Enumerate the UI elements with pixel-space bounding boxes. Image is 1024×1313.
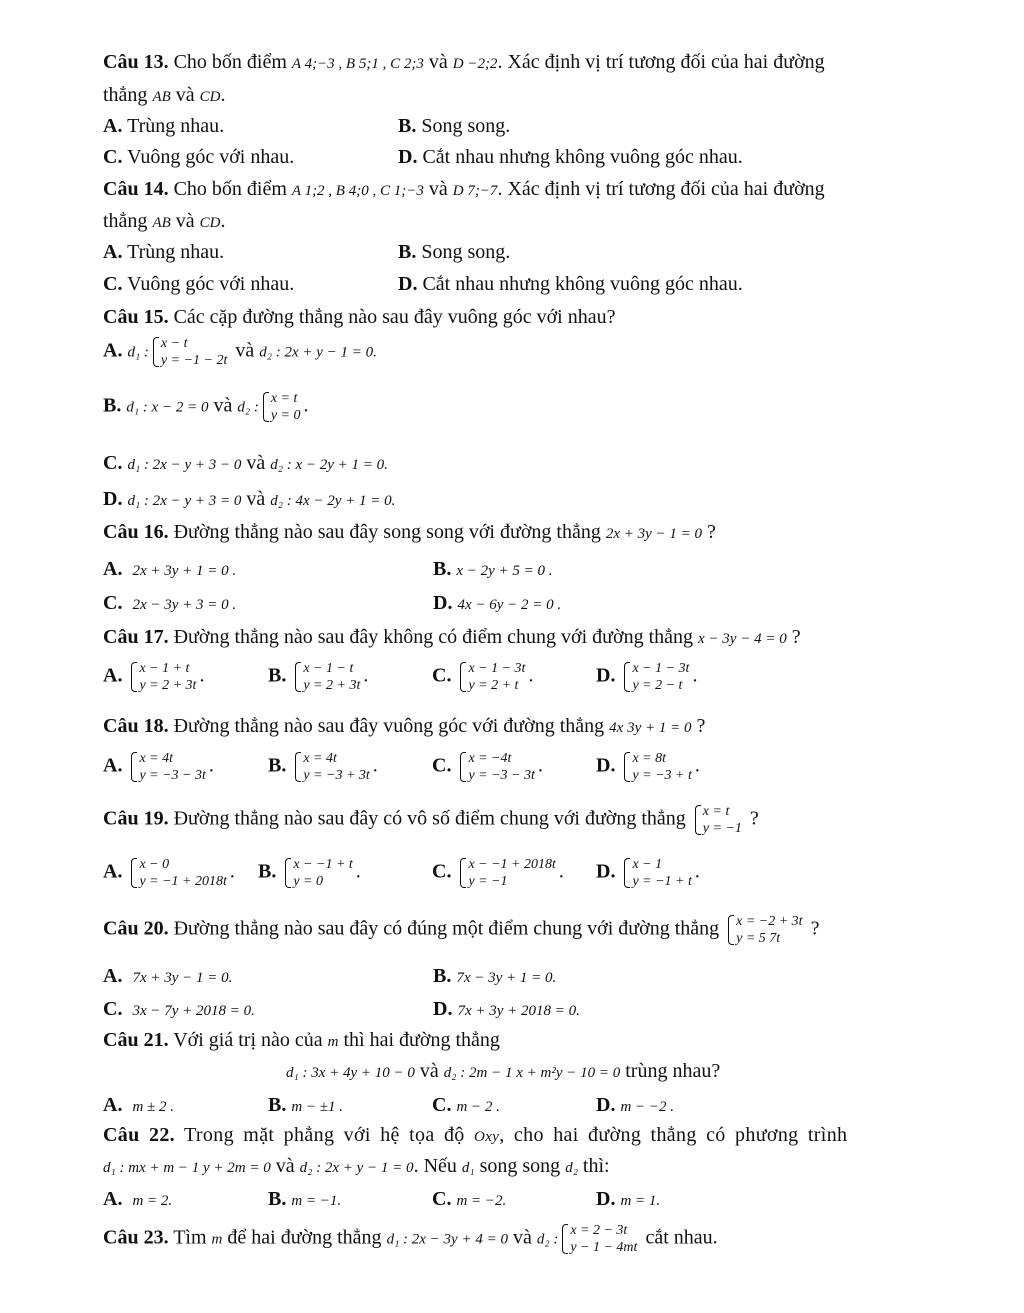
q13-a-t-text: Trùng nhau. (122, 115, 225, 137)
q21-equations (286, 1059, 720, 1085)
q19-option-c[interactable] (432, 856, 564, 890)
q14-d-text: D 7;−7 (452, 183, 498, 199)
q21-b-text: B. (268, 1094, 287, 1116)
q23-and-text: và (507, 1226, 537, 1249)
q15-d-d1-text: d₁ : 2x − y + 3 = 0 (127, 493, 242, 509)
q19-d1-text: x − 1 (632, 857, 663, 872)
q16-option-c[interactable] (103, 591, 236, 617)
q23-s2-text: y − 1 − 4mt (570, 1240, 638, 1255)
q15-b-end-text: . (303, 394, 309, 417)
q17-dot-text: . (692, 664, 698, 687)
q21-option-a[interactable] (103, 1093, 174, 1119)
q14-a-t-text: Trùng nhau. (122, 241, 225, 263)
q16-b-e-text: x − 2y + 5 = 0 . (456, 563, 553, 579)
q17-d2-text: y = 2 − t (632, 678, 683, 693)
q18-dot-text: . (372, 754, 378, 777)
q19-text-text: Đường thẳng nào sau đây có vô số điểm chung với đường thẳng (168, 807, 691, 830)
q18-option-b[interactable] (268, 750, 378, 784)
q20-stem (103, 913, 819, 947)
q21-option-c[interactable] (432, 1093, 500, 1119)
q20-d-e-text: 7x + 3y + 2018 = 0. (457, 1003, 580, 1019)
q22-a-text: A. (103, 1188, 123, 1210)
q15-c-d2-text: d₂ : x − 2y + 1 = 0. (270, 457, 388, 473)
q15-d-and-text: và (241, 488, 271, 510)
q19-q-text: ? (744, 807, 759, 830)
q17-b2-text: y = 2 + 3t (303, 678, 361, 693)
q18-stem (103, 714, 705, 740)
q15-c-and-text: và (241, 452, 271, 474)
q21-option-b[interactable] (268, 1093, 343, 1119)
q17-stem (103, 625, 801, 651)
q22-t3-text: . Nếu (413, 1155, 462, 1177)
q20-a-e-text: 7x + 3y − 1 = 0. (132, 970, 233, 986)
q18-label: Câu 18. (103, 715, 169, 737)
q22-c-text: C. (432, 1188, 452, 1210)
q23-m-text: m (211, 1231, 223, 1248)
equation-system (623, 750, 691, 784)
q21-d-text: D. (596, 1094, 616, 1116)
q15-a-s2-text: y = −1 − 2t (160, 353, 228, 368)
q13-c-t-text: Vuông góc với nhau. (122, 146, 295, 168)
q19-option-a[interactable] (103, 856, 235, 890)
q19-a2-text: y = −1 + 2018t (139, 874, 227, 889)
q16-stem (103, 520, 716, 546)
q21-stem (103, 1028, 500, 1054)
q14-d-t-text: Cắt nhau nhưng không vuông góc nhau. (417, 273, 743, 295)
q14-a-text: A. (103, 241, 123, 263)
q17-option-b[interactable] (268, 660, 368, 694)
q15-option-a[interactable] (103, 335, 377, 369)
q22-d-e-text: m = 1. (620, 1193, 661, 1209)
q13-option-b[interactable] (398, 114, 510, 138)
q21-a-e-text: m ± 2 . (132, 1099, 175, 1115)
q13-and2-text: và (170, 84, 200, 106)
q18-c2-text: y = −3 − 3t (468, 768, 535, 783)
q13-d-text: D. (398, 146, 418, 168)
q14-label: Câu 14. (103, 178, 169, 200)
q18-dot-text: . (694, 754, 700, 777)
q18-d-text: D. (596, 754, 616, 777)
q16-c-text: C. (103, 592, 123, 614)
q13-stem-line2 (103, 83, 226, 109)
q23-label: Câu 23. (103, 1226, 169, 1249)
q17-d-text: D. (596, 664, 616, 687)
q23-end-text: cắt nhau. (640, 1226, 718, 1249)
q23-s1-text: x = 2 − 3t (570, 1223, 628, 1238)
q22-option-b[interactable] (268, 1187, 341, 1213)
q19-a1-text: x − 0 (139, 857, 170, 872)
q15-a-text: A. (103, 339, 123, 362)
q18-a2-text: y = −3 − 3t (139, 768, 206, 783)
q16-option-d[interactable] (433, 591, 561, 617)
q15-b-d2-text: d₂ : (237, 399, 259, 416)
equation-system (561, 1222, 637, 1256)
q20-option-b[interactable] (433, 964, 556, 990)
q15-option-d[interactable] (103, 487, 395, 513)
q17-b-text: B. (268, 664, 287, 687)
q13-option-d[interactable] (398, 145, 743, 169)
q19-stem (103, 803, 759, 837)
q22-label: Câu 22. (103, 1124, 176, 1146)
q14-stem-line2 (103, 209, 226, 235)
q14-text2-text: . Xác định vị trí tương đối của hai đường (497, 178, 825, 200)
q15-a-and-text: và (230, 339, 260, 362)
equation-system (294, 750, 369, 784)
q16-d-e-text: 4x − 6y − 2 = 0 . (457, 597, 562, 613)
q19-c1-text: x − −1 + 2018t (468, 857, 556, 872)
q21-text-text: Với giá trị nào của (168, 1029, 328, 1051)
q17-option-a[interactable] (103, 660, 204, 694)
q22-stem (103, 1123, 847, 1149)
q14-option-c[interactable] (103, 272, 294, 296)
q18-c1-text: x = −4t (468, 751, 512, 766)
q20-option-a[interactable] (103, 964, 232, 990)
q17-dot-text: . (199, 664, 205, 687)
q17-dot-text: . (363, 664, 369, 687)
q22-d-text: D. (596, 1188, 616, 1210)
q15-option-c[interactable] (103, 451, 388, 477)
q21-end-text: trùng nhau? (620, 1060, 721, 1082)
q21-m-text: m (327, 1034, 339, 1050)
q19-d-text: D. (596, 860, 616, 883)
q22-c-e-text: m = −2. (456, 1193, 507, 1209)
q16-option-a[interactable] (103, 557, 236, 583)
q17-label: Câu 17. (103, 626, 169, 648)
q14-option-a[interactable] (103, 240, 224, 264)
q22-b-e-text: m = −1. (291, 1193, 342, 1209)
q18-dot-text: . (208, 754, 214, 777)
q17-a2-text: y = 2 + 3t (139, 678, 197, 693)
q14-stem (103, 177, 825, 203)
equation-system (623, 856, 691, 890)
q14-cd-text: CD (199, 215, 221, 231)
q20-text-text: Đường thẳng nào sau đây có đúng một điểm chung với đường thẳng (168, 917, 725, 940)
q20-s2-text: y = 5 7t (736, 931, 781, 946)
q17-b1-text: x − 1 − t (303, 661, 354, 676)
q15-label: Câu 15. (103, 306, 169, 328)
q18-dot-text: . (537, 754, 543, 777)
q14-b-text: B. (398, 241, 417, 263)
q21-d-e-text: m − −2 . (620, 1099, 675, 1115)
q14-option-b[interactable] (398, 240, 510, 264)
q14-pts-text: A 1;2 , B 4;0 , C 1;−3 (291, 183, 424, 199)
q15-b-text: B. (103, 394, 122, 417)
q19-a-text: A. (103, 860, 123, 883)
q15-d-text: D. (103, 488, 123, 510)
q18-d2-text: y = −3 + t (632, 768, 692, 783)
equation-system (294, 660, 360, 694)
q14-c-text: C. (103, 273, 123, 295)
q22-t4-text: song song (474, 1155, 566, 1177)
q15-a-system (152, 335, 227, 369)
q23-stem (103, 1222, 718, 1256)
equation-system (727, 913, 802, 947)
q18-eq-text: 4x 3y + 1 = 0 (609, 720, 692, 736)
q20-b-e-text: 7x − 3y + 1 = 0. (456, 970, 557, 986)
q21-d1-text: d₁ : 3x + 4y + 10 − 0 (286, 1065, 415, 1081)
q15-a-s1-text: x − t (160, 336, 188, 351)
q20-b-text: B. (433, 965, 452, 987)
q18-text-text: Đường thẳng nào sau đây vuông góc với đường thẳng (168, 715, 610, 737)
q19-d2-text: y = −1 + t (632, 874, 692, 889)
q18-a1-text: x = 4t (139, 751, 174, 766)
equation-system (130, 856, 226, 890)
q19-dot-text: . (229, 860, 235, 883)
q17-q-text: ? (786, 626, 801, 648)
q15-option-b[interactable] (103, 390, 309, 424)
q19-dot-text: . (694, 860, 700, 883)
q21-d2-text: d₂ : 2m − 1 x + m²y − 10 = 0 (443, 1065, 621, 1081)
q21-option-d[interactable] (596, 1093, 674, 1119)
q19-c2-text: y = −1 (468, 874, 508, 889)
q21-and-text: và (414, 1060, 444, 1082)
q13-and-text: và (423, 51, 453, 73)
q13-label: Câu 13. (103, 51, 169, 73)
q15-b-s2-text: y = 0 (270, 408, 301, 423)
q13-c-text: C. (103, 146, 123, 168)
q13-stem (103, 50, 825, 76)
q13-d-t-text: Cắt nhau nhưng không vuông góc nhau. (417, 146, 743, 168)
q21-text2-text: thì hai đường thẳng (338, 1029, 500, 1051)
q15-b-system (262, 390, 301, 424)
q19-b1-text: x − −1 + t (293, 857, 353, 872)
q17-c1-text: x − 1 − 3t (468, 661, 526, 676)
q22-text-text: Trong mặt phẳng với hệ tọa độ (175, 1124, 475, 1146)
q18-b2-text: y = −3 + 3t (303, 768, 370, 783)
q13-option-c[interactable] (103, 145, 294, 169)
q13-line2a-text: thẳng (103, 84, 153, 106)
q14-text1-text: Cho bốn điểm (168, 178, 292, 200)
q15-a-d2-text: d₂ : 2x + y − 1 = 0. (259, 344, 377, 361)
q22-and-text: và (270, 1155, 300, 1177)
q15-a-d1-text: d₁ : (127, 344, 149, 361)
q22-d1-text: d₁ : mx + m − 1 y + 2m = 0 (103, 1160, 271, 1176)
q17-option-c[interactable] (432, 660, 533, 694)
q15-b-s1-text: x = t (270, 391, 298, 406)
q17-eq-text: x − 3y − 4 = 0 (698, 631, 787, 647)
q14-option-d[interactable] (398, 272, 743, 296)
q19-b2-text: y = 0 (293, 874, 324, 889)
q22-d2-text: d₂ : 2x + y − 1 = 0 (299, 1160, 414, 1176)
q17-a1-text: x − 1 + t (139, 661, 190, 676)
q17-d1-text: x − 1 − 3t (632, 661, 690, 676)
q19-s2-text: y = −1 (702, 821, 742, 836)
q19-dot-text: . (558, 860, 564, 883)
q15-c-d1-text: d₁ : 2x − y + 3 − 0 (127, 457, 242, 473)
q21-a-text: A. (103, 1094, 123, 1116)
q22-b-text: B. (268, 1188, 287, 1210)
q13-a-text: A. (103, 115, 123, 137)
q16-label: Câu 16. (103, 521, 169, 543)
q13-b-text: B. (398, 115, 417, 137)
q21-b-e-text: m − ±1 . (291, 1099, 344, 1115)
q23-text-text: Tìm (168, 1226, 212, 1249)
q16-a-e-text: 2x + 3y + 1 = 0 . (132, 563, 237, 579)
q21-c-text: C. (432, 1094, 452, 1116)
q20-c-e-text: 3x − 7y + 2018 = 0. (132, 1003, 255, 1019)
q20-a-text: A. (103, 965, 123, 987)
q20-d-text: D. (433, 998, 453, 1020)
equation-system (130, 750, 205, 784)
equation-system (459, 750, 534, 784)
q16-b-text: B. (433, 558, 452, 580)
q21-label: Câu 21. (103, 1029, 169, 1051)
q14-and2-text: và (170, 210, 200, 232)
q22-dd2-text: d₂ (565, 1160, 578, 1176)
q18-b-text: B. (268, 754, 287, 777)
q19-label: Câu 19. (103, 807, 169, 830)
q19-option-b[interactable] (258, 856, 361, 890)
q15-b-and-text: và (208, 394, 238, 417)
q13-cd-text: CD (199, 89, 221, 105)
q23-d1-text: d₁ : 2x − 3y + 4 = 0 (386, 1231, 508, 1248)
q17-dot-text: . (528, 664, 534, 687)
q13-text2-text: . Xác định vị trí tương đối của hai đường (497, 51, 825, 73)
q14-and-text: và (423, 178, 453, 200)
q22-a-e-text: m = 2. (132, 1193, 173, 1209)
q15-text-text: Các cặp đường thẳng nào sau đây vuông góc với nhau? (168, 306, 616, 328)
q20-option-d[interactable] (433, 997, 580, 1023)
q19-option-d[interactable] (596, 856, 700, 890)
q15-d-d2-text: d₂ : 4x − 2y + 1 = 0. (270, 493, 396, 509)
q13-text1-text: Cho bốn điểm (168, 51, 292, 73)
q18-b1-text: x = 4t (303, 751, 337, 766)
q22-oxy-text: Oxy (474, 1129, 500, 1145)
q20-s1-text: x = −2 + 3t (736, 914, 803, 929)
q19-s1-text: x = t (702, 804, 730, 819)
q14-ab-text: AB (152, 215, 171, 231)
q16-q-text: ? (702, 521, 716, 543)
q14-c-t-text: Vuông góc với nhau. (122, 273, 295, 295)
q13-option-a[interactable] (103, 114, 224, 138)
q18-option-d[interactable] (596, 750, 700, 784)
q18-option-a[interactable] (103, 750, 214, 784)
q13-ab-text: AB (152, 89, 171, 105)
q19-b-text: B. (258, 860, 277, 883)
equation-system (623, 660, 689, 694)
q17-c-text: C. (432, 664, 452, 687)
q18-d1-text: x = 8t (632, 751, 667, 766)
q14-dot-text: . (220, 210, 226, 232)
q13-b-t-text: Song song. (416, 115, 511, 137)
q20-label: Câu 20. (103, 917, 169, 940)
q22-option-a[interactable] (103, 1187, 172, 1213)
equation-system (459, 856, 555, 890)
q22-stem-line2 (103, 1154, 610, 1180)
q16-a-text: A. (103, 558, 123, 580)
q15-b-d1-text: d₁ : x − 2 = 0 (126, 399, 209, 416)
q22-option-d[interactable] (596, 1187, 660, 1213)
q22-dd1-text: d₁ (461, 1160, 475, 1176)
equation-system (130, 660, 196, 694)
q14-line2a-text: thẳng (103, 210, 153, 232)
q13-d-text: D −2;2 (452, 56, 498, 72)
q21-c-e-text: m − 2 . (456, 1099, 500, 1115)
q14-d-text: D. (398, 273, 418, 295)
equation-system (459, 660, 525, 694)
q22-option-c[interactable] (432, 1187, 506, 1213)
q16-text-text: Đường thẳng nào sau đây song song với đường thẳng (168, 521, 606, 543)
q13-pts-text: A 4;−3 , B 5;1 , C 2;3 (291, 56, 424, 72)
q16-c-e-text: 2x − 3y + 3 = 0 . (132, 597, 237, 613)
q17-a-text: A. (103, 664, 123, 687)
q23-d2-text: d₂ : (536, 1231, 559, 1248)
q17-option-d[interactable] (596, 660, 697, 694)
q16-d-text: D. (433, 592, 453, 614)
q17-text-text: Đường thẳng nào sau đây không có điểm chung với đường thẳng (168, 626, 699, 648)
q20-option-c[interactable] (103, 997, 255, 1023)
equation-system (284, 856, 352, 890)
q18-a-text: A. (103, 754, 123, 777)
q18-c-text: C. (432, 754, 452, 777)
q19-dot-text: . (355, 860, 361, 883)
q23-text2-text: để hai đường thẳng (222, 1226, 387, 1249)
q20-c-text: C. (103, 998, 123, 1020)
q22-text2-text: , cho hai đường thẳng có phương trình (499, 1124, 848, 1146)
q17-c2-text: y = 2 + t (468, 678, 519, 693)
q16-eq-text: 2x + 3y − 1 = 0 (605, 526, 703, 542)
q19-c-text: C. (432, 860, 452, 883)
q18-option-c[interactable] (432, 750, 543, 784)
q16-option-b[interactable] (433, 557, 553, 583)
q14-b-t-text: Song song. (416, 241, 511, 263)
q18-q-text: ? (691, 715, 706, 737)
equation-system (694, 803, 742, 837)
q15-stem (103, 305, 615, 329)
q15-c-text: C. (103, 452, 123, 474)
q22-t5-text: thì: (577, 1155, 610, 1177)
q13-dot-text: . (220, 84, 226, 106)
q20-q-text: ? (805, 917, 820, 940)
